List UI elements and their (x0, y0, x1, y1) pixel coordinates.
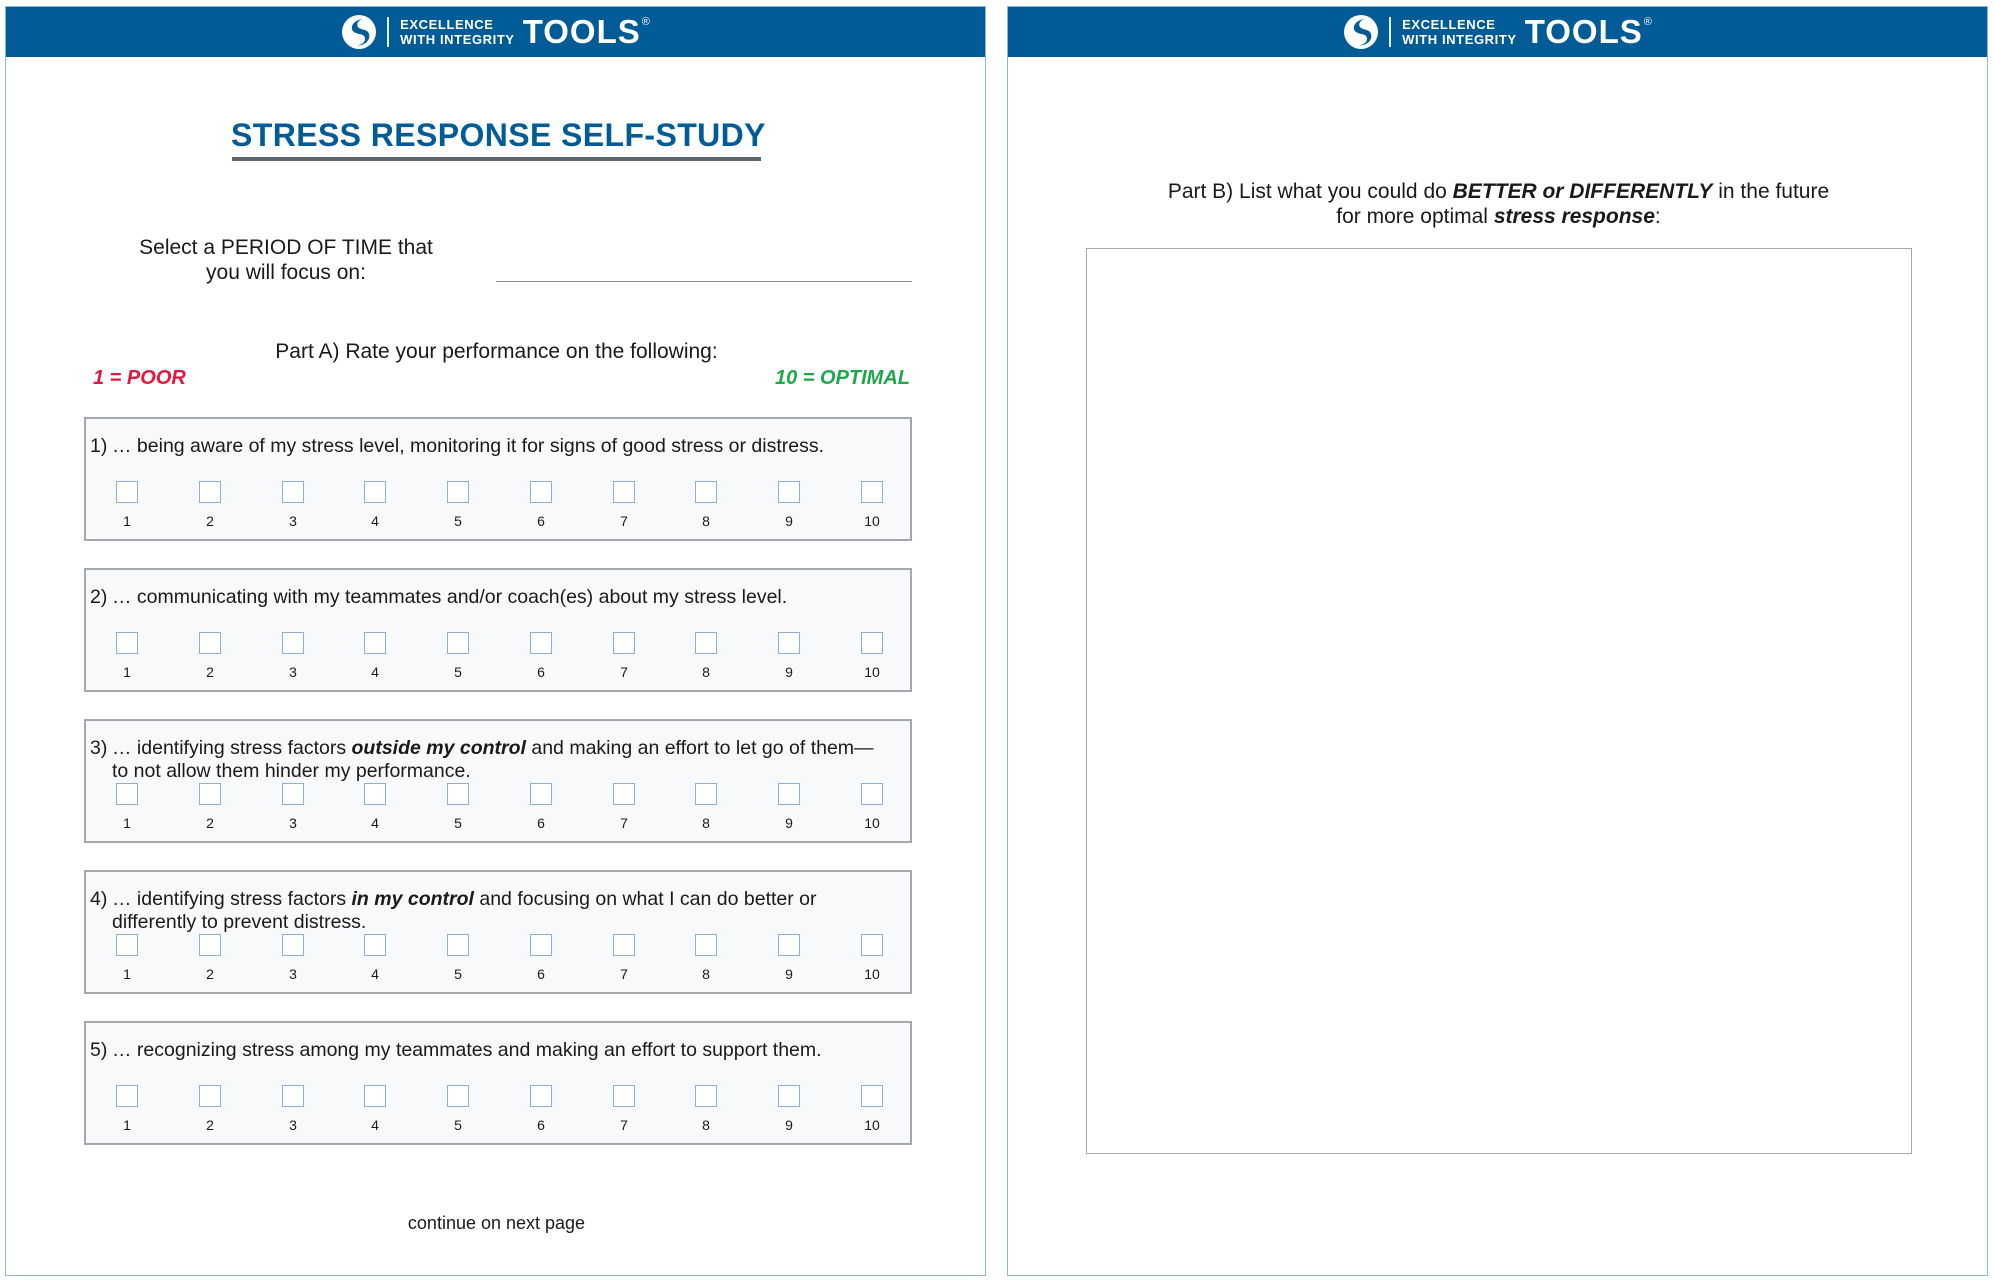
rating-option-9[interactable] (769, 783, 809, 831)
period-label-line1: Select a PERIOD OF TIME that (139, 236, 433, 259)
brand-name: TOOLS (1524, 13, 1643, 50)
part-b-emphasis: BETTER or DIFFERENTLY (1452, 180, 1713, 203)
rating-option-8[interactable] (686, 481, 726, 529)
rating-option-3[interactable] (273, 632, 313, 680)
brand-tagline-line1: EXCELLENCE (1402, 17, 1496, 32)
rating-number: 1 (123, 513, 131, 529)
rating-number: 8 (702, 815, 710, 831)
question-text-a: … recognizing stress among my teammates and making an effort to support them. (112, 1039, 822, 1061)
rating-checkbox[interactable] (364, 1085, 386, 1107)
question-number: 1) (90, 435, 108, 457)
rating-checkbox[interactable] (695, 632, 717, 654)
part-b-line1-end: in the future (1712, 180, 1830, 203)
rating-checkbox[interactable] (530, 934, 552, 956)
rating-number: 6 (537, 966, 545, 982)
rating-number: 1 (123, 1117, 131, 1133)
rating-checkbox[interactable] (530, 632, 552, 654)
question-line-1 (90, 737, 902, 760)
rating-item-5 (84, 1021, 912, 1145)
rating-option-9[interactable] (769, 1085, 809, 1133)
rating-number: 5 (454, 966, 462, 982)
brand-tagline-line2: WITH INTEGRITY (1402, 32, 1517, 47)
rating-option-7[interactable] (604, 783, 644, 831)
rating-number: 1 (123, 966, 131, 982)
rating-number: 4 (371, 966, 379, 982)
question-text-a: … identifying stress factors (112, 737, 352, 759)
rating-checkbox[interactable] (447, 783, 469, 805)
rating-checkbox[interactable] (778, 1085, 800, 1107)
rating-number: 1 (123, 664, 131, 680)
rating-number: 2 (206, 1117, 214, 1133)
rating-number: 10 (864, 664, 880, 680)
rating-number: 4 (371, 1117, 379, 1133)
worksheet-page-2 (1007, 6, 1988, 1276)
question-number: 4) (90, 888, 108, 910)
worksheet-page-1 (5, 6, 986, 1276)
question-number: 2) (90, 586, 108, 608)
rating-checkbox[interactable] (282, 632, 304, 654)
registered-mark: ® (641, 16, 650, 28)
rating-number: 3 (289, 1117, 297, 1133)
rating-option-6[interactable] (521, 481, 561, 529)
rating-number: 3 (289, 664, 297, 680)
rating-option-4[interactable] (355, 1085, 395, 1133)
rating-number: 7 (620, 513, 628, 529)
question-line-1 (90, 435, 902, 458)
rating-option-3[interactable] (273, 481, 313, 529)
question-line-2: differently to prevent distress. (112, 911, 367, 933)
rating-item-2 (84, 568, 912, 692)
rating-checkbox[interactable] (282, 1085, 304, 1107)
scale-high-label: 10 = OPTIMAL (774, 367, 910, 389)
question-text (90, 435, 902, 458)
rating-checkbox[interactable] (116, 934, 138, 956)
rating-option-8[interactable] (686, 783, 726, 831)
rating-checkbox[interactable] (861, 481, 883, 503)
rating-checkbox[interactable] (199, 1085, 221, 1107)
rating-option-8[interactable] (686, 632, 726, 680)
rating-number: 7 (620, 1117, 628, 1133)
rating-checkbox[interactable] (530, 481, 552, 503)
rating-option-2[interactable] (190, 1085, 230, 1133)
rating-checkbox[interactable] (530, 1085, 552, 1107)
better-differently-notes-area[interactable] (1086, 248, 1912, 1154)
swoosh-logo-icon (1343, 14, 1379, 50)
rating-number: 2 (206, 664, 214, 680)
rating-item-1 (84, 417, 912, 541)
rating-checkbox[interactable] (530, 783, 552, 805)
rating-number: 6 (537, 664, 545, 680)
rating-number: 6 (537, 1117, 545, 1133)
rating-option-5[interactable] (438, 934, 478, 982)
rating-number: 4 (371, 815, 379, 831)
brand-tagline (400, 17, 515, 47)
rating-checkbox[interactable] (116, 783, 138, 805)
rating-checkbox[interactable] (282, 783, 304, 805)
rating-checkbox[interactable] (778, 934, 800, 956)
rating-option-7[interactable] (604, 481, 644, 529)
rating-checkbox[interactable] (613, 481, 635, 503)
rating-number: 2 (206, 966, 214, 982)
rating-checkbox[interactable] (199, 783, 221, 805)
rating-checkbox[interactable] (282, 934, 304, 956)
rating-option-3[interactable] (273, 783, 313, 831)
rating-number: 4 (371, 664, 379, 680)
rating-checkbox[interactable] (447, 632, 469, 654)
rating-checkbox[interactable] (447, 481, 469, 503)
rating-option-5[interactable] (438, 481, 478, 529)
rating-checkbox[interactable] (778, 632, 800, 654)
rating-checkbox[interactable] (364, 632, 386, 654)
rating-option-9[interactable] (769, 934, 809, 982)
rating-number: 5 (454, 815, 462, 831)
rating-number: 9 (785, 966, 793, 982)
rating-option-8[interactable] (686, 1085, 726, 1133)
rating-checkbox[interactable] (116, 481, 138, 503)
question-number: 5) (90, 1039, 108, 1061)
rating-number: 5 (454, 513, 462, 529)
part-a-instructions: Part A) Rate your performance on the following: (275, 340, 718, 363)
rating-number: 9 (785, 815, 793, 831)
rating-checkbox[interactable] (695, 934, 717, 956)
rating-checkbox[interactable] (364, 934, 386, 956)
rating-number: 10 (864, 513, 880, 529)
rating-option-9[interactable] (769, 481, 809, 529)
part-b-instructions (1008, 179, 1989, 229)
rating-option-10[interactable] (852, 783, 892, 831)
question-text-a: … being aware of my stress level, monitoring it for signs of good stress or distress. (112, 435, 825, 457)
rating-checkbox[interactable] (199, 934, 221, 956)
rating-checkbox[interactable] (695, 1085, 717, 1107)
rating-checkbox[interactable] (778, 481, 800, 503)
rating-number: 7 (620, 815, 628, 831)
rating-checkbox[interactable] (613, 783, 635, 805)
period-label-line2: you will focus on: (206, 261, 366, 284)
rating-checkbox[interactable] (861, 1085, 883, 1107)
brand-divider (1389, 17, 1391, 47)
rating-option-4[interactable] (355, 481, 395, 529)
rating-number: 7 (620, 966, 628, 982)
rating-option-5[interactable] (438, 632, 478, 680)
rating-option-4[interactable] (355, 934, 395, 982)
rating-number: 10 (864, 1117, 880, 1133)
rating-checkbox[interactable] (861, 934, 883, 956)
rating-option-1[interactable] (107, 632, 147, 680)
rating-checkbox[interactable] (199, 632, 221, 654)
question-text-b: and focusing on what I can do better or (473, 888, 817, 910)
rating-number: 9 (785, 664, 793, 680)
rating-number: 8 (702, 966, 710, 982)
rating-number: 1 (123, 815, 131, 831)
part-b-line2 (1008, 204, 1989, 229)
question-emphasis: outside my control (351, 737, 526, 759)
brand-tagline (1402, 17, 1517, 47)
registered-mark: ® (1643, 16, 1652, 28)
rating-number: 8 (702, 513, 710, 529)
rating-checkbox[interactable] (613, 632, 635, 654)
rating-option-5[interactable] (438, 1085, 478, 1133)
part-b-line1 (1008, 179, 1989, 204)
period-label (136, 235, 436, 285)
question-line-1 (90, 1039, 902, 1062)
rating-number: 9 (785, 513, 793, 529)
rating-item-3 (84, 719, 912, 843)
period-of-time-field[interactable] (496, 281, 912, 282)
continue-note: continue on next page (407, 1213, 586, 1233)
rating-option-6[interactable] (521, 1085, 561, 1133)
rating-option-9[interactable] (769, 632, 809, 680)
rating-checkbox[interactable] (861, 632, 883, 654)
rating-option-1[interactable] (107, 783, 147, 831)
rating-number: 10 (864, 966, 880, 982)
rating-option-1[interactable] (107, 1085, 147, 1133)
question-line-1 (90, 888, 902, 911)
rating-number: 5 (454, 1117, 462, 1133)
rating-option-1[interactable] (107, 481, 147, 529)
rating-option-8[interactable] (686, 934, 726, 982)
rating-number: 3 (289, 815, 297, 831)
question-number: 3) (90, 737, 108, 759)
rating-option-4[interactable] (355, 632, 395, 680)
rating-option-7[interactable] (604, 1085, 644, 1133)
question-text (90, 586, 902, 609)
rating-number: 7 (620, 664, 628, 680)
brand-tagline-line2: WITH INTEGRITY (400, 32, 515, 47)
rating-option-4[interactable] (355, 783, 395, 831)
rating-option-5[interactable] (438, 783, 478, 831)
question-line-1 (90, 586, 902, 609)
rating-checkbox[interactable] (861, 783, 883, 805)
rating-option-7[interactable] (604, 632, 644, 680)
rating-checkbox[interactable] (613, 934, 635, 956)
question-text (90, 737, 902, 783)
rating-number: 9 (785, 1117, 793, 1133)
question-text (90, 1039, 902, 1062)
scale-low-label: 1 = POOR (93, 367, 186, 389)
rating-option-7[interactable] (604, 934, 644, 982)
part-b-line1-text: Part B) List what you could do (1167, 180, 1453, 203)
rating-option-10[interactable] (852, 934, 892, 982)
rating-number: 2 (206, 513, 214, 529)
rating-option-6[interactable] (521, 934, 561, 982)
rating-option-2[interactable] (190, 481, 230, 529)
swoosh-logo-icon (341, 14, 377, 50)
part-b-line2-emphasis: stress response (1493, 205, 1655, 228)
rating-checkbox[interactable] (447, 1085, 469, 1107)
question-line-2: to not allow them hinder my performance. (112, 760, 471, 782)
rating-number: 5 (454, 664, 462, 680)
rating-checkbox[interactable] (116, 1085, 138, 1107)
brand-divider (387, 17, 389, 47)
rating-option-3[interactable] (273, 1085, 313, 1133)
rating-checkbox[interactable] (116, 632, 138, 654)
rating-number: 6 (537, 815, 545, 831)
rating-option-6[interactable] (521, 632, 561, 680)
brand-logo (1343, 14, 1652, 50)
rating-option-3[interactable] (273, 934, 313, 982)
rating-option-6[interactable] (521, 783, 561, 831)
question-text (90, 888, 902, 934)
rating-option-10[interactable] (852, 481, 892, 529)
rating-option-2[interactable] (190, 934, 230, 982)
rating-option-2[interactable] (190, 783, 230, 831)
brand-name: TOOLS (522, 13, 641, 50)
rating-number: 10 (864, 815, 880, 831)
rating-number: 6 (537, 513, 545, 529)
page-title: STRESS RESPONSE SELF-STUDY (231, 117, 766, 153)
question-text-a: … communicating with my teammates and/or coach(es) about my stress level. (112, 586, 788, 608)
rating-checkbox[interactable] (613, 1085, 635, 1107)
rating-option-1[interactable] (107, 934, 147, 982)
rating-checkbox[interactable] (199, 481, 221, 503)
rating-item-4 (84, 870, 912, 994)
rating-checkbox[interactable] (447, 934, 469, 956)
part-b-line2-text: for more optimal (1336, 205, 1494, 228)
part-b-line2-end: : (1654, 205, 1661, 228)
page-header (6, 7, 985, 57)
rating-checkbox[interactable] (695, 481, 717, 503)
rating-checkbox[interactable] (282, 481, 304, 503)
rating-number: 3 (289, 513, 297, 529)
rating-option-10[interactable] (852, 1085, 892, 1133)
question-emphasis: in my control (351, 888, 474, 910)
rating-checkbox[interactable] (695, 783, 717, 805)
brand-logo (341, 14, 650, 50)
rating-number: 2 (206, 815, 214, 831)
page-header (1008, 7, 1987, 57)
title-underline (232, 157, 761, 161)
rating-checkbox[interactable] (778, 783, 800, 805)
question-text-a: … identifying stress factors (112, 888, 352, 910)
rating-option-2[interactable] (190, 632, 230, 680)
rating-number: 3 (289, 966, 297, 982)
rating-number: 4 (371, 513, 379, 529)
rating-number: 8 (702, 1117, 710, 1133)
question-text-b: and making an effort to let go of them— (525, 737, 874, 759)
rating-checkbox[interactable] (364, 481, 386, 503)
brand-tagline-line1: EXCELLENCE (400, 17, 494, 32)
rating-checkbox[interactable] (364, 783, 386, 805)
rating-number: 8 (702, 664, 710, 680)
rating-option-10[interactable] (852, 632, 892, 680)
